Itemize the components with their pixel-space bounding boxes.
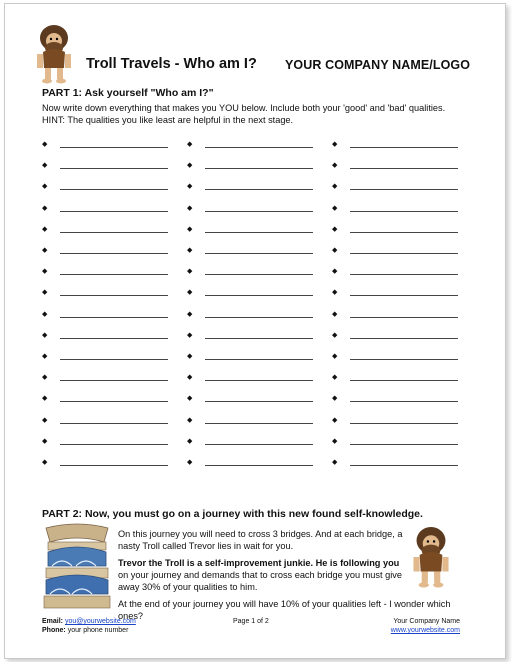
bullet-row [42,204,482,216]
diamond-bullet-icon: ◆ [332,416,338,424]
quality-entry [332,204,462,216]
bullet-row [42,225,482,237]
write-in-line[interactable] [350,423,458,424]
write-in-line[interactable] [60,189,168,190]
footer-phone-label: Phone: [42,627,66,634]
bullet-row [42,373,482,385]
diamond-bullet-icon: ◆ [332,141,338,148]
write-in-line[interactable] [350,211,458,212]
bullet-row [42,352,482,364]
footer-email-label: Email: [42,618,64,625]
diamond-bullet-icon: ◆ [187,374,193,382]
footer-contact [42,617,136,635]
part2-paragraph-3: At the end of your journey you will have 10% of your qualities left - I wonder which ones? [118,599,451,621]
write-in-line[interactable] [205,380,313,381]
diamond-bullet-icon: ◆ [187,331,193,339]
write-in-line[interactable] [350,147,458,148]
diamond-bullet-icon: ◆ [332,162,338,170]
write-in-line[interactable] [60,253,168,254]
bridge-illustration [42,522,112,612]
quality-entry [187,182,317,194]
quality-entry [332,161,462,173]
write-in-line[interactable] [205,423,313,424]
troll-illustration-small [406,526,456,588]
write-in-line[interactable] [60,168,168,169]
quality-entry [187,416,317,428]
diamond-bullet-icon: ◆ [332,225,338,233]
diamond-bullet-icon: ◆ [42,183,48,191]
quality-entry [42,437,172,449]
diamond-bullet-icon: ◆ [332,183,338,191]
quality-entry [187,331,317,343]
diamond-bullet-icon: ◆ [187,289,193,297]
quality-entry [42,331,172,343]
diamond-bullet-icon: ◆ [42,204,48,212]
part2-paragraph-2-bold: Trevor the Troll is a self-improvement junkie. He is following you [118,558,400,568]
write-in-line[interactable] [350,274,458,275]
write-in-line[interactable] [60,295,168,296]
diamond-bullet-icon: ◆ [187,416,193,424]
write-in-line[interactable] [205,338,313,339]
quality-entry [332,267,462,279]
part2-heading: PART 2: Now, you must go on a journey with this new found self-knowledge. [42,508,423,520]
diamond-bullet-icon: ◆ [187,204,193,212]
bullet-row [42,288,482,300]
write-in-line[interactable] [60,232,168,233]
diamond-bullet-icon: ◆ [42,353,48,360]
quality-entry [42,394,172,406]
write-in-line[interactable] [350,295,458,296]
quality-entry [187,352,317,364]
quality-entry [42,352,172,364]
write-in-line[interactable] [205,253,313,254]
diamond-bullet-icon: ◆ [42,416,48,424]
quality-entry [42,204,172,216]
quality-entry [42,267,172,279]
quality-entry [187,140,317,152]
quality-entry [332,437,462,449]
part1-instructions [42,102,482,126]
troll-illustration [34,24,74,84]
write-in-line[interactable] [350,189,458,190]
write-in-line[interactable] [205,444,313,445]
write-in-line[interactable] [350,401,458,402]
diamond-bullet-icon: ◆ [187,353,193,360]
diamond-bullet-icon: ◆ [187,437,193,445]
footer-company-name: Your Company Name [393,618,460,625]
quality-entry [187,288,317,300]
diamond-bullet-icon: ◆ [332,374,338,382]
diamond-bullet-icon: ◆ [332,331,338,339]
quality-entry [187,246,317,258]
quality-entry [187,310,317,322]
write-in-line[interactable] [60,401,168,402]
diamond-bullet-icon: ◆ [42,395,48,403]
diamond-bullet-icon: ◆ [332,310,338,318]
write-in-line[interactable] [205,168,313,169]
quality-entry [42,161,172,173]
write-in-line[interactable] [205,359,313,360]
write-in-line[interactable] [60,359,168,360]
write-in-line[interactable] [60,274,168,275]
footer-company [390,617,460,635]
part2-paragraph-2 [118,557,404,593]
diamond-bullet-icon: ◆ [332,268,338,276]
diamond-bullet-icon: ◆ [332,204,338,212]
quality-entry [332,182,462,194]
write-in-line[interactable] [205,232,313,233]
quality-entry [187,161,317,173]
footer-page-number: Page 1 of 2 [233,618,269,625]
diamond-bullet-icon: ◆ [187,225,193,233]
quality-entry [332,352,462,364]
part1-heading: PART 1: Ask yourself "Who am I?" [42,87,214,99]
quality-entry [187,373,317,385]
page-title: Troll Travels - Who am I? [86,56,257,72]
write-in-line[interactable] [60,465,168,466]
write-in-line[interactable] [60,211,168,212]
write-in-line[interactable] [350,359,458,360]
quality-entry [42,373,172,385]
diamond-bullet-icon: ◆ [332,395,338,403]
diamond-bullet-icon: ◆ [42,162,48,170]
quality-entry [332,225,462,237]
bullet-row [42,246,482,258]
write-in-line[interactable] [350,232,458,233]
diamond-bullet-icon: ◆ [42,310,48,318]
part1-line2: HINT: The qualities you like least are helpful in the next stage. [42,115,294,125]
write-in-line[interactable] [350,317,458,318]
quality-entry [187,437,317,449]
quality-entry [332,458,462,470]
part2-paragraph-2-rest: on your journey and demands that to cross each bridge you must give away 30% of your qualities to him. [118,570,402,592]
quality-entry [187,458,317,470]
diamond-bullet-icon: ◆ [187,183,193,191]
footer-phone-value: your phone number [67,627,129,634]
quality-entry [332,288,462,300]
quality-entry [42,288,172,300]
part2-paragraph-1: On this journey you will need to cross 3 bridges. And at each bridge, a nasty Troll called Trevor lies in wait for you. [118,529,403,551]
part1-line1: Now write down everything that makes you YOU below. Include both your 'good' and 'bad' qualities. [42,103,446,113]
bullet-row [42,437,482,449]
write-in-line[interactable] [350,338,458,339]
write-in-line[interactable] [350,444,458,445]
bullet-row [42,161,482,173]
write-in-line[interactable] [350,465,458,466]
diamond-bullet-icon: ◆ [42,437,48,445]
diamond-bullet-icon: ◆ [187,141,193,148]
write-in-line[interactable] [60,317,168,318]
diamond-bullet-icon: ◆ [332,247,338,254]
diamond-bullet-icon: ◆ [42,225,48,233]
diamond-bullet-icon: ◆ [187,162,193,170]
write-in-line[interactable] [205,147,313,148]
write-in-line[interactable] [60,423,168,424]
quality-entry [332,331,462,343]
write-in-line[interactable] [350,253,458,254]
quality-entry [42,182,172,194]
quality-entry [332,246,462,258]
bullet-row [42,458,482,470]
quality-entry [332,140,462,152]
write-in-line[interactable] [60,147,168,148]
diamond-bullet-icon: ◆ [332,353,338,360]
write-in-line[interactable] [205,465,313,466]
bullet-row [42,394,482,406]
quality-entry [332,416,462,428]
quality-entry [42,225,172,237]
bullet-row [42,182,482,194]
write-in-line[interactable] [60,380,168,381]
footer-email-link[interactable]: you@yourwebsite.com [64,618,136,625]
write-in-line[interactable] [350,168,458,169]
quality-entry [187,394,317,406]
write-in-line[interactable] [205,211,313,212]
diamond-bullet-icon: ◆ [187,247,193,254]
diamond-bullet-icon: ◆ [332,437,338,445]
diamond-bullet-icon: ◆ [42,268,48,276]
write-in-line[interactable] [205,189,313,190]
write-in-line[interactable] [205,274,313,275]
diamond-bullet-icon: ◆ [42,141,48,148]
company-logo-text: YOUR COMPANY NAME/LOGO [285,58,471,72]
footer-website-link[interactable]: www.yourwebsite.com [390,627,460,634]
quality-entry [187,204,317,216]
quality-entry [332,373,462,385]
bullet-row [42,310,482,322]
quality-entry [42,246,172,258]
write-in-line[interactable] [60,338,168,339]
write-in-line[interactable] [205,317,313,318]
bullet-row [42,267,482,279]
diamond-bullet-icon: ◆ [187,268,193,276]
quality-entry [187,225,317,237]
diamond-bullet-icon: ◆ [42,331,48,339]
diamond-bullet-icon: ◆ [42,247,48,254]
bullet-row [42,331,482,343]
quality-entry [42,140,172,152]
diamond-bullet-icon: ◆ [42,289,48,297]
write-in-line[interactable] [60,444,168,445]
diamond-bullet-icon: ◆ [42,374,48,382]
diamond-bullet-icon: ◆ [42,459,48,466]
write-in-line[interactable] [350,380,458,381]
diamond-bullet-icon: ◆ [187,395,193,403]
write-in-line[interactable] [205,401,313,402]
diamond-bullet-icon: ◆ [332,289,338,297]
quality-entry [42,416,172,428]
bullet-row [42,140,482,152]
diamond-bullet-icon: ◆ [187,459,193,466]
quality-entry [332,310,462,322]
quality-entry [42,310,172,322]
quality-entry [187,267,317,279]
diamond-bullet-icon: ◆ [332,459,338,466]
diamond-bullet-icon: ◆ [187,310,193,318]
bullet-row [42,416,482,428]
quality-entry [42,458,172,470]
quality-entry [332,394,462,406]
write-in-line[interactable] [205,295,313,296]
